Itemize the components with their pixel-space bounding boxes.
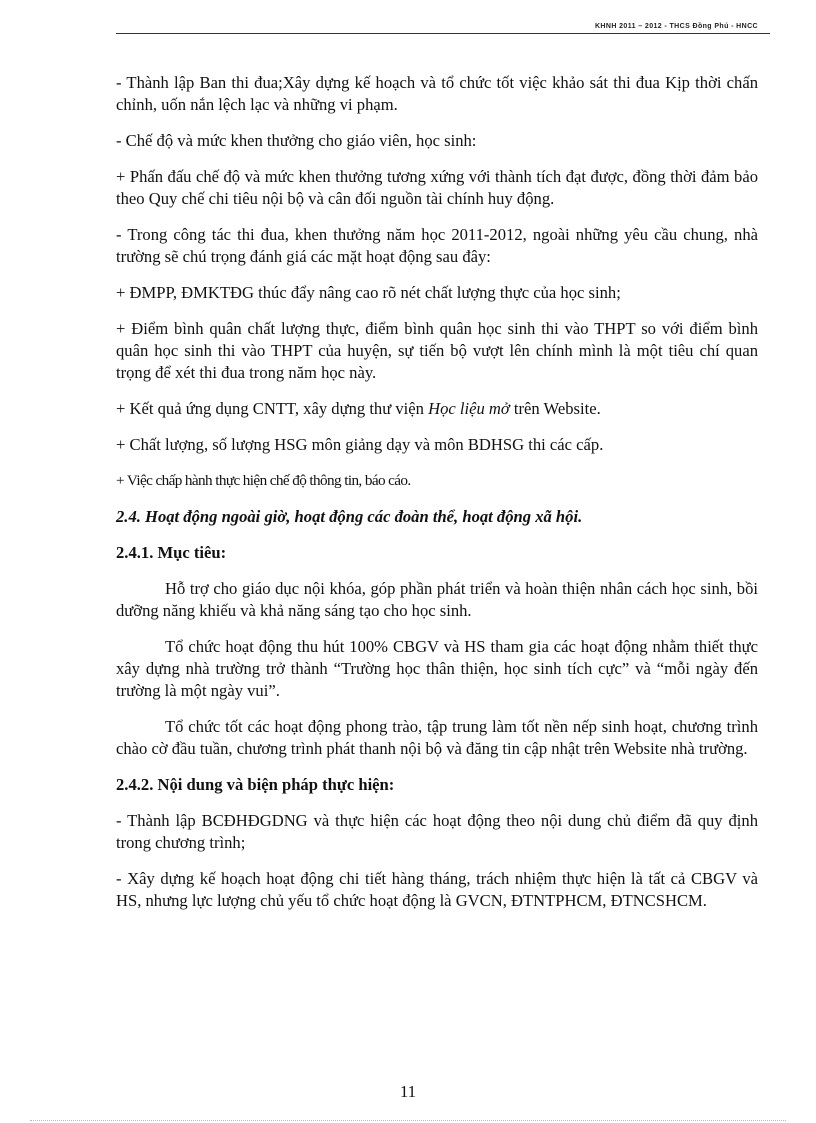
running-header: KHNH 2011 – 2012 - THCS Đồng Phú - HNCC [594, 23, 758, 30]
paragraph-cntt [116, 398, 758, 420]
cntt-text-after: trên Website. [509, 399, 601, 418]
paragraph-dmpp: + ĐMPP, ĐMKTĐG thúc đẩy nâng cao rõ nét chất lượng thực của học sinh; [116, 283, 621, 302]
paragraph-phan-dau: + Phấn đấu chế độ và mức khen thưởng tương xứng với thành tích đạt được, đồng thời đảm bảo theo Quy chế chi tiêu nội bộ và cân đối nguồn tài chính huy động. [116, 167, 758, 208]
hoc-lieu-mo-text: Học liệu mở [428, 399, 510, 418]
header-rule [116, 33, 770, 34]
paragraph-cong-tac-thi-dua: - Trong công tác thi đua, khen thưởng năm học 2011-2012, ngoài những yêu cầu chung, nhà trường sẽ chú trọng đánh giá các mặt hoạt động sau đây: [116, 225, 758, 266]
cntt-text-before: + Kết quả ứng dụng CNTT, xây dựng thư viện [116, 399, 429, 418]
paragraph-muc-tieu-1: Hỗ trợ cho giáo dục nội khóa, góp phần phát triển và hoàn thiện nhân cách học sinh, bồi dưỡng năng khiếu và khả năng sáng tạo cho học sinh. [116, 579, 758, 620]
paragraph-hsg: + Chất lượng, số lượng HSG môn giảng dạy và môn BDHSG thi các cấp. [116, 435, 604, 454]
paragraph-ke-hoach-hang-thang: - Xây dựng kế hoạch hoạt động chi tiết hàng tháng, trách nhiệm thực hiện là tất cả CBGV và HS, nhưng lực lượng chủ yếu tổ chức hoạt động là GVCN, ĐTNTPHCM, ĐTNCSHCM. [116, 869, 758, 910]
paragraph-diem-binh-quan: + Điểm bình quân chất lượng thực, điểm bình quân học sinh thi vào THPT so với điểm bình quân học sinh thi vào THPT của huyện, sự tiến bộ vượt lên chính mình là một tiêu chí quan trọng để xét thi đua trong năm học này. [116, 319, 758, 382]
paragraph-muc-tieu-2: Tổ chức hoạt động thu hút 100% CBGV và HS tham gia các hoạt động nhằm thiết thực xây dựng nhà trường trở thành “Trường học thân thiện, học sinh tích cực” và “mỗi ngày đến trường là một ngày vui”. [116, 637, 758, 700]
heading-2-4: 2.4. Hoạt động ngoài giờ, hoạt động các đoàn thể, hoạt động xã hội. [116, 507, 583, 526]
heading-2-4-2: 2.4.2. Nội dung và biện pháp thực hiện: [116, 775, 395, 794]
page-number: 11 [399, 1082, 417, 1101]
paragraph-che-do-khen-thuong: - Chế độ và mức khen thưởng cho giáo viên, học sinh: [116, 131, 477, 150]
footer-rule [30, 1120, 786, 1121]
page-body [116, 72, 758, 926]
paragraph-ban-thi-dua: - Thành lập Ban thi đua;Xây dựng kế hoạch và tổ chức tốt việc khảo sát thi đua Kịp thời chấn chỉnh, uốn nắn lệch lạc và những vi phạm. [116, 73, 758, 114]
paragraph-muc-tieu-3: Tổ chức tốt các hoạt động phong trào, tập trung làm tốt nền nếp sinh hoạt, chương trình chào cờ đầu tuần, chương trình phát thanh nội bộ và đăng tin cập nhật trên Website nhà trường. [116, 717, 758, 758]
heading-2-4-1: 2.4.1. Mục tiêu: [116, 543, 227, 562]
paragraph-bcdhdgdng: - Thành lập BCĐHĐGDNG và thực hiện các hoạt động theo nội dung chủ điểm đã quy định trong chương trình; [116, 811, 758, 852]
paragraph-bao-cao: + Việc chấp hành thực hiện chế độ thông tin, báo cáo. [116, 472, 411, 489]
